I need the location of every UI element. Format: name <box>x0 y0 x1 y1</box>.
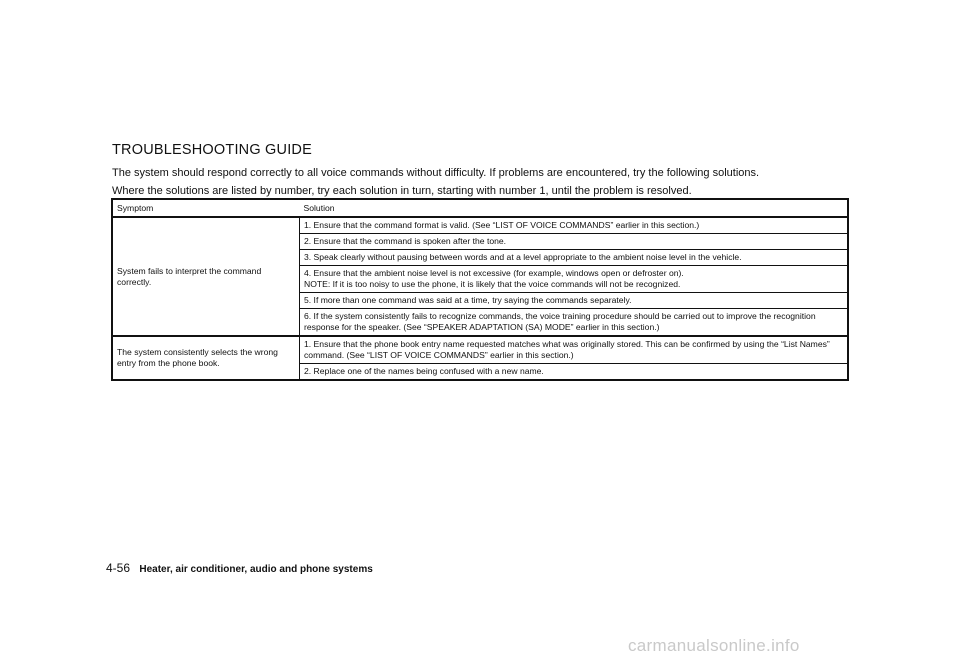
symptom-header: Symptom <box>112 199 300 217</box>
solution-note: NOTE: If it is too noisy to use the phone, it is likely that the voice commands will not be recognized. <box>304 279 681 289</box>
table-row <box>112 336 848 364</box>
symptom-cell: The system consistently selects the wrong entry from the phone book. <box>112 336 300 380</box>
solution-cell: 1. Ensure that the command format is valid. (See “LIST OF VOICE COMMANDS” earlier in this section.) <box>300 217 849 234</box>
table-row <box>112 217 848 234</box>
page-number: 4-56 <box>106 561 131 575</box>
solution-cell: 6. If the system consistently fails to recognize commands, the voice training procedure should be carried out to improve the recognition response for the speaker. (See “SPEAKER ADAPTATION (SA) MODE” earlier in this section.) <box>300 309 849 337</box>
watermark: carmanualsonline.info <box>628 636 800 655</box>
section-name: Heater, air conditioner, audio and phone systems <box>139 564 373 575</box>
solution-header: Solution <box>300 199 849 217</box>
page-footer <box>106 561 373 575</box>
intro-text <box>112 164 857 200</box>
troubleshooting-table <box>111 198 849 381</box>
solution-cell: 5. If more than one command was said at a time, try saying the commands separately. <box>300 293 849 309</box>
intro-paragraph-1: The system should respond correctly to all voice commands without difficulty. If problems are encountered, try the following solutions. <box>112 167 760 179</box>
intro-paragraph-2: Where the solutions are listed by number, try each solution in turn, starting with number 1, until the problem is resolved. <box>112 185 692 197</box>
table-header-row <box>112 199 848 217</box>
solution-cell: 1. Ensure that the phone book entry name requested matches what was originally stored. This can be confirmed by using the “List Names” command. (See “LIST OF VOICE COMMANDS” earlier in this section.) <box>300 336 849 364</box>
solution-cell: 2. Replace one of the names being confused with a new name. <box>300 364 849 381</box>
solution-cell: 2. Ensure that the command is spoken after the tone. <box>300 234 849 250</box>
solution-text: 4. Ensure that the ambient noise level is not excessive (for example, windows open or defroster on). <box>304 268 684 278</box>
solution-cell: 3. Speak clearly without pausing between words and at a level appropriate to the ambient noise level in the vehicle. <box>300 250 849 266</box>
symptom-cell: System fails to interpret the command correctly. <box>112 217 300 336</box>
section-title: TROUBLESHOOTING GUIDE <box>112 142 312 158</box>
solution-cell <box>300 266 849 293</box>
